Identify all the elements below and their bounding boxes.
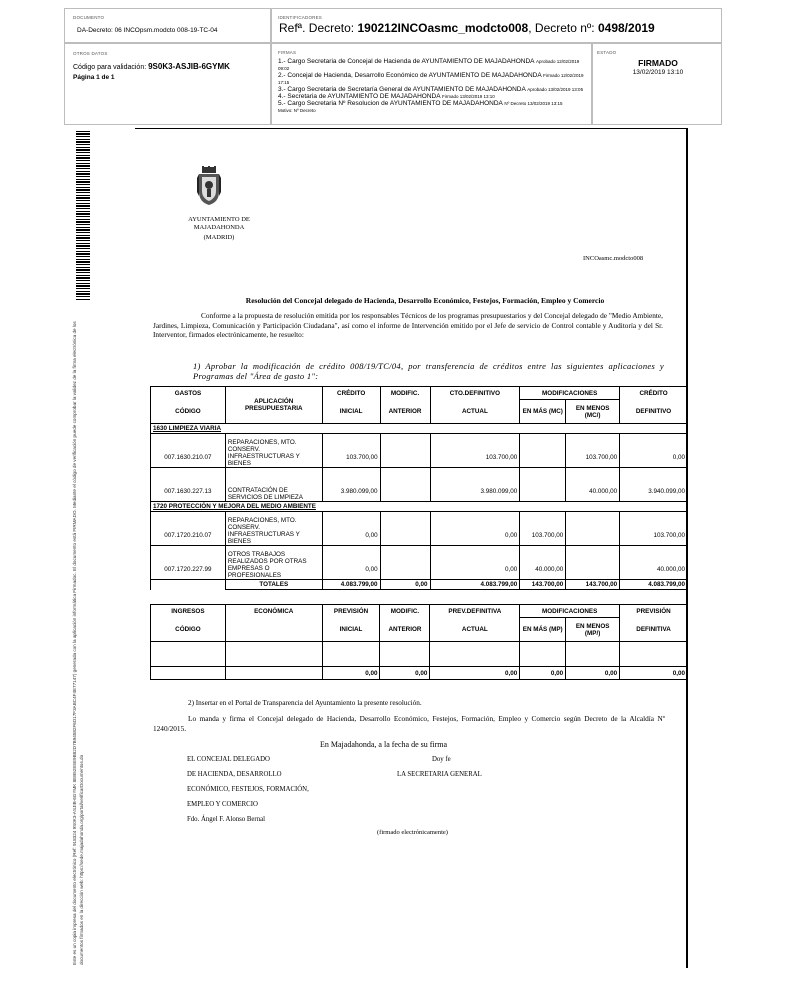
ith-ingresos: INGRESOS [151, 605, 226, 618]
ith-prevision2: PREVISIÓN [620, 605, 688, 618]
row-en-menos: 40.000,00 [566, 468, 620, 502]
row-descripcion: REPARACIONES, MTO. CONSERV. INFRAESTRUCTURAS Y BIENES [225, 434, 322, 468]
resolution-title: Resolución del Concejal delegado de Hacienda, Desarrollo Económico, Festejos, Formación, Empleo y Comercio [245, 296, 605, 305]
gastos-table [150, 386, 688, 590]
ith-economica: ECONÓMICA [225, 605, 322, 618]
th-definitivo: DEFINITIVO [620, 400, 688, 424]
firma-item [278, 86, 590, 93]
row-anterior [380, 434, 430, 468]
sig-left-1: EL CONCEJAL DELEGADO [187, 756, 270, 763]
page-count: Página 1 de 1 [73, 74, 115, 81]
sig-secretaria: LA SECRETARIA GENERAL [397, 771, 482, 778]
firma-status: Aprobado 13/02/2019 13:05 [527, 87, 584, 92]
row-descripcion: REPARACIONES, MTO. CONSERV. INFRAESTRUCTURAS Y BIENES [225, 512, 322, 546]
header-firmas-box [271, 43, 592, 125]
sig-left-2: DE HACIENDA, DESARROLLO [187, 771, 282, 778]
firma-status: Firmado 12/02/2019 17:15 [278, 73, 584, 85]
ith-en-menos: EN MENOS (MP/) [566, 618, 620, 642]
closing-paragraph: Lo manda y firma el Concejal delegado de Hacienda, Desarrollo Económico, Festejos, Formación, Empleo y Comercio según Decreto de la Alcaldía Nº 1240/2015. [153, 714, 665, 733]
totales-en-mas: 143.700,00 [520, 580, 566, 590]
th-credito: CRÉDITO [322, 387, 380, 400]
row-en-mas: 103.700,00 [520, 512, 566, 546]
estado-label: ESTADO [597, 50, 617, 55]
place-date: En Majadahonda, a la fecha de su firma [320, 740, 448, 749]
estado-value: FIRMADO [638, 58, 678, 68]
ith-en-mas: EN MÁS (MP) [520, 618, 566, 642]
row-actual: 0,00 [430, 512, 520, 546]
ith-actual: ACTUAL [430, 618, 520, 642]
totales-actual: 4.083.799,00 [430, 580, 520, 590]
sig-electronic: (firmado electrónicamente) [377, 829, 448, 836]
header-other-data-box [64, 43, 271, 125]
row-inicial: 0,00 [322, 512, 380, 546]
table-row [151, 546, 688, 580]
validation-code-prefix: Código para validación: [73, 64, 149, 71]
firma-text: 4.- Secretaria de AYUNTAMIENTO DE MAJADAHONDA [278, 93, 441, 100]
ingresos-tot-en-menos: 0,00 [566, 667, 620, 680]
row-actual: 103.700,00 [430, 434, 520, 468]
row-en-mas [520, 468, 566, 502]
intro-paragraph: Conforme a la propuesta de resolución emitida por los responsables Técnicos de los programas presupuestarios y del Concejal delegado de "Medio Ambiente, Jardines, Limpieza, Comunicación y Participación Ciudadana", así como el informe de Intervención emitido por el Jefe de servicio de Control contable y Auditoría y del Sr. Interventor, firmados electrónicamente, he resuelto: [153, 311, 663, 339]
sig-doy-fe: Doy fe [432, 756, 451, 763]
th-anterior: ANTERIOR [380, 400, 430, 424]
ingresos-tot-actual: 0,00 [430, 667, 520, 680]
ith-modific: MODIFIC. [380, 605, 430, 618]
ingresos-empty-row [151, 642, 688, 667]
sig-left-3: ECONÓMICO, FESTEJOS, FORMACIÓN, [187, 786, 309, 793]
coat-of-arms-icon [196, 166, 222, 206]
section-header-row [151, 424, 688, 434]
th-modificaciones: MODIFICACIONES [520, 387, 620, 400]
firma-item [278, 72, 590, 86]
ayuntamiento-line2: MAJADAHONDA [193, 224, 245, 231]
estado-date: 13/02/2019 13:10 [632, 69, 684, 76]
sig-left-4: EMPLEO Y COMERCIO [187, 801, 258, 808]
identifiers-label: IDENTIFICADORES [278, 15, 323, 20]
validation-code [73, 62, 230, 71]
decree-reference [279, 21, 655, 35]
ingresos-tot-anterior: 0,00 [380, 667, 430, 680]
row-codigo: 007.1720.210.07 [151, 512, 226, 546]
firmas-label: FIRMAS [278, 50, 297, 55]
row-codigo: 007.1630.210.07 [151, 434, 226, 468]
document-value [77, 27, 218, 34]
totales-inicial: 4.083.799,00 [322, 580, 380, 590]
header-identifiers-box [271, 8, 722, 43]
table-row [151, 434, 688, 468]
th-inicial: INICIAL [322, 400, 380, 424]
row-codigo: 007.1720.227.99 [151, 546, 226, 580]
row-anterior [380, 546, 430, 580]
ayuntamiento-line3: (MADRID) [203, 234, 235, 241]
ith-anterior: ANTERIOR [380, 618, 430, 642]
ith-economica-blank [225, 618, 322, 642]
firmas-list [278, 58, 590, 114]
header-estado-box [592, 43, 722, 125]
row-definitivo: 40.000,00 [620, 546, 688, 580]
row-descripcion: CONTRATACIÓN DE SERVICIOS DE LIMPIEZA [225, 468, 322, 502]
ith-definitiva: DEFINITIVA [620, 618, 688, 642]
th-cto-def: CTO.DEFINITIVO [430, 387, 520, 400]
totales-en-menos: 143.700,00 [566, 580, 620, 590]
th-gastos: GASTOS [151, 387, 226, 400]
header-document-box [64, 8, 271, 43]
firma-item [278, 100, 590, 107]
ith-prev-def: PREV.DEFINITIVA [430, 605, 520, 618]
th-aplicacion: APLICACIÓN PRESUPUESTARIA [225, 387, 322, 424]
ref-value: 190212INCOasmc_modcto008 [357, 21, 529, 35]
row-codigo: 007.1630.227.13 [151, 468, 226, 502]
row-descripcion: OTROS TRABAJOS REALIZADOS POR OTRAS EMPRESAS O PROFESIONALES [225, 546, 322, 580]
point-2: 2) Insertar en el Portal de Transparencia del Ayuntamiento la presente resolución. [188, 699, 422, 707]
ingresos-tot-en-mas: 0,00 [520, 667, 566, 680]
document-label: DOCUMENTO [73, 15, 105, 20]
firma-status: Aprobado 12/02/2019 09:02 [278, 59, 580, 71]
row-inicial: 103.700,00 [322, 434, 380, 468]
firma-status: Firmado 13/02/2019 13:10 [442, 94, 495, 99]
ith-codigo: CÓDIGO [151, 618, 226, 642]
row-anterior [380, 468, 430, 502]
row-definitivo: 103.700,00 [620, 512, 688, 546]
ayuntamiento-name [172, 216, 266, 242]
totales-definitivo: 4.083.799,00 [620, 580, 688, 590]
section-title: 1720 PROTECCIÓN Y MEJORA DEL MEDIO AMBIENTE [153, 503, 316, 510]
document-value-text: DA-Decreto: 06 INCOpsm.modcto 008-19-TC-04 [77, 27, 218, 34]
ith-inicial: INICIAL [322, 618, 380, 642]
barcode [76, 131, 90, 301]
firma-text: 1.- Cargo Secretaria de Concejal de Hacienda de AYUNTAMIENTO DE MAJADAHONDA [278, 58, 535, 65]
decreto-prefix: , Decreto nº: [528, 21, 598, 35]
ayuntamiento-line1: AYUNTAMIENTO DE [188, 216, 250, 223]
row-anterior [380, 512, 430, 546]
row-en-mas [520, 434, 566, 468]
table-row [151, 512, 688, 546]
row-en-menos [566, 512, 620, 546]
row-en-menos [566, 546, 620, 580]
totales-label: TOTALES [225, 580, 322, 590]
firma-text: 3.- Cargo Secretaria de Secretaría General de AYUNTAMIENTO DE MAJADAHONDA [278, 86, 526, 93]
point-1: 1) Aprobar la modificación de crédito 008/19/TC/04, por transferencia de créditos entre las siguientes aplicaciones y Programas del "Área de gasto 1": [193, 361, 664, 381]
firma-status: Nº Decreto 13/02/2019 13:15 [504, 101, 563, 106]
ingresos-tot-definitiva: 0,00 [620, 667, 688, 680]
firma-text: 2.- Concejal de Hacienda, Desarrollo Económico de AYUNTAMIENTO DE MAJADAHONDA [278, 72, 542, 79]
th-actual: ACTUAL [430, 400, 520, 424]
th-credito2: CRÉDITO [620, 387, 688, 400]
firma-text: 5.- Cargo Secretaria Nº Resolucion de AYUNTAMIENTO DE MAJADAHONDA [278, 100, 503, 107]
table-row [151, 468, 688, 502]
row-definitivo: 3.940.099,00 [620, 468, 688, 502]
ingresos-totales-row [151, 667, 688, 680]
firma-item [278, 58, 590, 72]
ith-modificaciones: MODIFICACIONES [520, 605, 620, 618]
row-inicial: 0,00 [322, 546, 380, 580]
row-actual: 0,00 [430, 546, 520, 580]
other-data-label: OTROS DATOS [73, 51, 108, 56]
verification-side-text: Este es un copia impresa del documento electrónico (Ref: 918324 9S0K3-ASJIB-6GYMK 8EB52E5E9B82D7B94582F6D17F3ABC4F4E77147) generada con la aplicación informática Firmadoc. El documento está FIRMADO. Mediante el código de verificación puede comprobar la validez de la firma electrónica de los documentos firmados en la dirección web: https://sede.majadahonda.org/portal/verificarDocumentos.do [72, 321, 84, 965]
th-en-menos: EN MENOS (MC/) [566, 400, 620, 424]
decreto-value: 0498/2019 [597, 21, 655, 35]
totales-anterior: 0,00 [380, 580, 430, 590]
row-inicial: 3.980.099,00 [322, 468, 380, 502]
row-actual: 3.980.099,00 [430, 468, 520, 502]
sig-left-5: Fdo. Ángel F. Alonso Bernal [187, 816, 265, 823]
firma-item [278, 93, 590, 100]
internal-reference: INCOasmc.modcto008 [583, 255, 644, 262]
firma-motivo: Motivo: Nº Decreto [278, 108, 316, 113]
row-en-menos: 103.700,00 [566, 434, 620, 468]
validation-code-value: 9S0K3-ASJIB-6GYMK [148, 62, 230, 71]
ingresos-tot-inicial: 0,00 [322, 667, 380, 680]
ith-prevision: PREVISIÓN [322, 605, 380, 618]
totales-spacer [151, 580, 226, 590]
row-en-mas: 40.000,00 [520, 546, 566, 580]
ref-prefix: Refª. Decreto: [279, 21, 358, 35]
section-title: 1630 LIMPIEZA VIARIA [153, 425, 221, 432]
row-definitivo: 0,00 [620, 434, 688, 468]
section-header-row [151, 502, 688, 512]
th-en-mas: EN MÁS (MC) [520, 400, 566, 424]
th-codigo: CÓDIGO [151, 400, 226, 424]
ingresos-table [150, 604, 688, 680]
th-modific: MODIFIC. [380, 387, 430, 400]
